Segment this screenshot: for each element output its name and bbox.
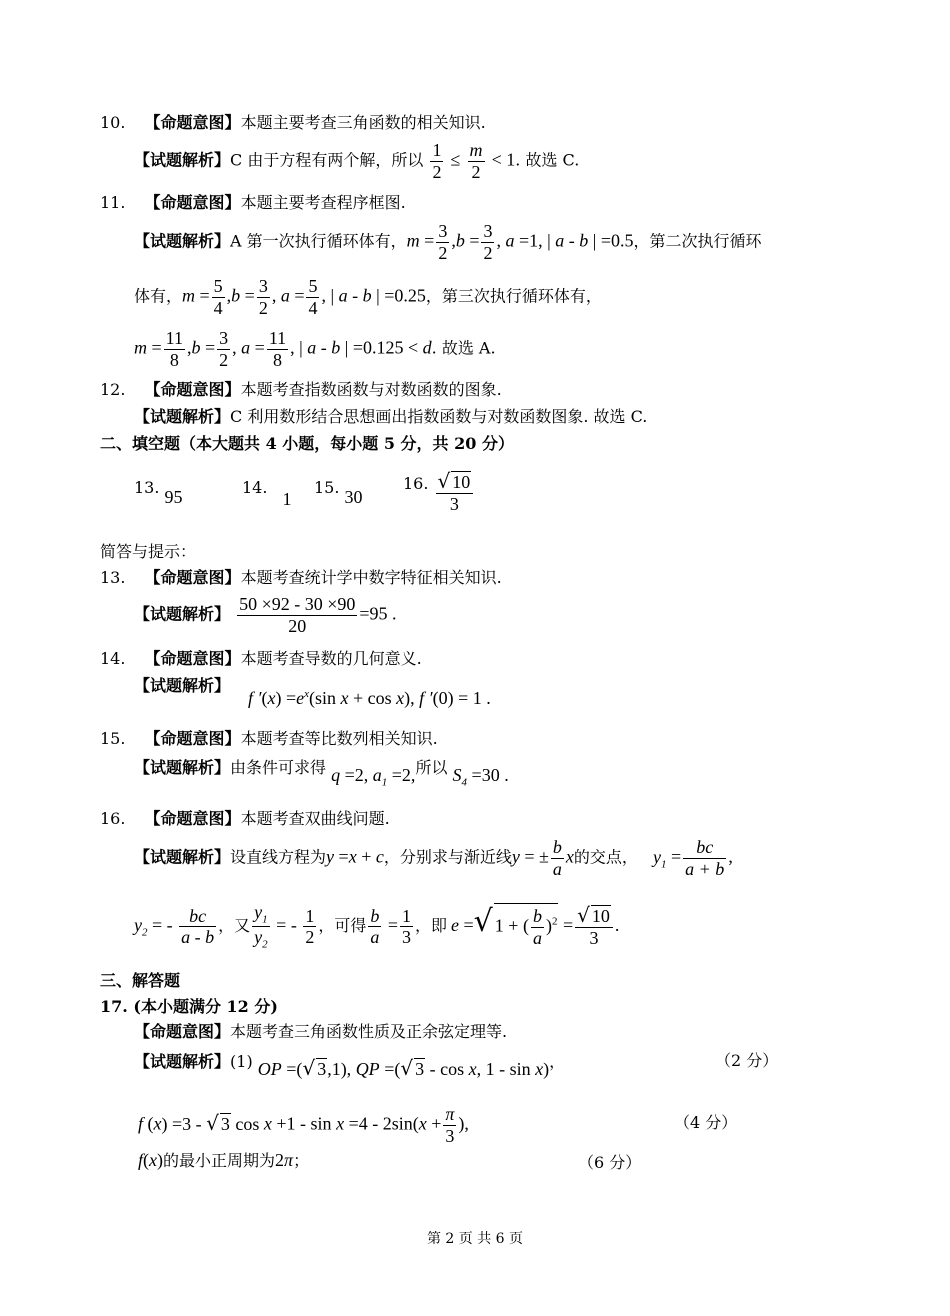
q16-analysis-label: 【试题解析】: [134, 847, 231, 867]
q12-intent-text: 本题考查指数函数与对数函数的图象.: [240, 380, 502, 399]
q17-intent-label: 【命题意图】: [134, 1022, 231, 1041]
q14-analysis-label: 【试题解析】: [134, 676, 231, 695]
fill-15-num: 15.: [314, 478, 340, 497]
q15-analysis-mid: 所以: [415, 758, 448, 777]
q11-intent-label: 【命题意图】: [144, 193, 241, 212]
q16-line2-t2: ，可得: [318, 916, 367, 936]
q15-analysis-label: 【试题解析】: [134, 758, 231, 777]
fill-answer-13: [134, 477, 183, 507]
section2-title: 二、填空题（本大题共 4 小题，每小题 5 分，共 20 分）: [100, 434, 514, 453]
q11-analysis-line3: m = $\frac{11}{8}$ ,b = $\frac{3}{2}$ , a = $\frac{11}{8}$ , | a - b | =0.125 < d. 故选 A.: [134, 328, 496, 370]
q11-analysis-line2: 体有，m = $\frac{5}{4}$ ,b = $\frac{3}{2}$ , a = $\frac{5}{4}$ , | a - b | =0.25，第三次执行循环体有，: [134, 276, 602, 318]
q10-analysis-line: 【试题解析】C 由于方程有两个解，所以 $\frac{1}{2}$ ≤ $\frac{m}{2}$ < 1. 故选 C.: [134, 140, 580, 182]
q17-analysis-line1: 【试题解析】(1) OP =(√ 3,1), QP =(√ 3 - cos x, 1 - sin x)，: [134, 1052, 566, 1080]
q17-score1: （2 分）: [715, 1051, 779, 1070]
q15-intent-label: 【命题意图】: [144, 729, 241, 748]
q11-intent-text: 本题主要考查程序框图.: [240, 193, 406, 212]
q17-score2: （4 分）: [674, 1113, 738, 1132]
q11-line2-pre: 体有，: [134, 286, 183, 306]
q15-analysis-line: 【试题解析】由条件可求得 q =2, $a_1 =2$,所以 $S_4 =30$ .: [134, 758, 509, 789]
q12-intent-line: [100, 380, 502, 399]
q16-intent-text: 本题考查双曲线问题.: [240, 809, 390, 828]
q12-analysis-label: 【试题解析】: [134, 407, 231, 426]
fill-14-value: 1: [282, 489, 292, 509]
section3-title: 三、解答题: [100, 971, 181, 990]
q17-intent-line: [134, 1022, 507, 1041]
q17-period-text: 的最小正周期为: [163, 1151, 276, 1170]
q14-intent-text: 本题考查导数的几何意义.: [240, 649, 422, 668]
q17-title: 17. (本小题满分 12 分): [100, 997, 278, 1016]
fill-answer-16: 16. $\frac{√ 10}{3}$: [403, 470, 475, 515]
q13-intent-label: 【命题意图】: [144, 568, 241, 587]
q16-intent-line: [100, 809, 390, 828]
hints-title: 简答与提示：: [100, 542, 197, 561]
q13-intent-text: 本题考查统计学中数字特征相关知识.: [240, 568, 502, 587]
q11-line3-post: . 故选 A.: [431, 338, 496, 358]
q12-analysis-text: C 利用数形结合思想画出指数函数与对数函数图象. 故选 C.: [230, 407, 648, 426]
fill-13-num: 13.: [134, 478, 160, 497]
q11-number: 11.: [100, 193, 126, 212]
q10-intent-label: 【命题意图】: [144, 113, 241, 132]
q17-part1: (1): [230, 1052, 253, 1071]
q11-line1-post: ，第二次执行循环: [633, 231, 762, 251]
q13-analysis-label: 【试题解析】: [134, 604, 231, 624]
q17-period-line: f(x)的最小正周期为2π；: [138, 1150, 310, 1170]
fill-13-value: 95: [164, 487, 183, 507]
fill-15-value: 30: [344, 487, 363, 507]
q11-analysis-line1: 【试题解析】A 第一次执行循环体有，m = $\frac{3}{2}$ ,b = $\frac{3}{2}$ , a =1, | a - b | =0.5，第二次执行循环: [134, 221, 762, 263]
q12-analysis-line: [134, 407, 647, 426]
q12-intent-label: 【命题意图】: [144, 380, 241, 399]
q10-analysis-pre: C 由于方程有两个解，所以: [230, 150, 424, 170]
q10-analysis-label: 【试题解析】: [134, 150, 231, 170]
q15-intent-text: 本题考查等比数列相关知识.: [240, 729, 438, 748]
q16-analysis-mid: ，分别求与渐近线: [383, 847, 512, 867]
q12-number: 12.: [100, 380, 126, 399]
q16-intent-label: 【命题意图】: [144, 809, 241, 828]
q16-line2-t1: ，又: [218, 916, 251, 936]
q16-line2-t3: ，即: [415, 916, 448, 936]
fill-14-num: 14.: [242, 478, 268, 497]
q16-analysis-post: 的交点，: [573, 847, 638, 867]
fill-answer-14: [242, 477, 292, 509]
q10-intent-text: 本题主要考查三角函数的相关知识.: [240, 113, 486, 132]
q11-line2-post: ，第三次执行循环体有，: [425, 286, 602, 306]
fill-answer-15: [314, 477, 363, 507]
q11-line1-pre: A 第一次执行循环体有，: [230, 231, 407, 251]
q15-intent-line: [100, 729, 438, 748]
q10-analysis-post: . 故选 C.: [515, 150, 580, 170]
q14-analysis-label-line: [134, 676, 230, 695]
q17-formula2: f (x) =3 - √ 3 cos x +1 - sin x =4 - 2sin(x + $\frac{\pi}{3}$ ),: [138, 1104, 469, 1146]
fill-16-num: 16.: [403, 473, 429, 493]
q13-number: 13.: [100, 568, 126, 587]
q13-analysis-line: 【试题解析】 $\frac{50 \times 92 - 30 \times 90}{20}$ =95 .: [134, 594, 397, 636]
q10-number: 10.: [100, 113, 126, 132]
q17-intent-text: 本题考查三角函数性质及正余弦定理等.: [230, 1022, 508, 1041]
q14-intent-label: 【命题意图】: [144, 649, 241, 668]
q13-intent-line: [100, 568, 502, 587]
q17-score3: （6 分）: [578, 1153, 642, 1172]
q15-analysis-pre: 由条件可求得: [230, 758, 327, 777]
q14-formula: f $'(x) =e^x(\sin$ x + cos x), f ′(0) = 1 .: [248, 688, 491, 708]
q17-analysis-label: 【试题解析】: [134, 1052, 231, 1071]
page-footer: 第 2 页 共 6 页: [426, 1231, 524, 1247]
q10-frac-m-half: $\frac{m}{2}$: [469, 140, 483, 182]
q15-number: 15.: [100, 729, 126, 748]
q11-intent-line: [100, 193, 406, 212]
q16-analysis-line2: $y_2$ = - $\frac{bc}{a - b}$ ，又 $\frac{y_1}{y_2}$ = - $\frac{1}{2}$ ，可得 $\frac{b}{a}$ = $\frac{1}{3}$ ，即 e =√ 1 + ( $\frac{b}{a}$ )$^2$ = $\frac{√ 10}{3}$ .: [134, 902, 620, 951]
q10-frac-half: $\frac{1}{2}$: [432, 140, 442, 182]
q16-analysis-line1: 【试题解析】设直线方程为y =x + c，分别求与渐近线y = ± $\frac{b}{a}$ x的交点， $y_1$ = $\frac{bc}{a + b}$ ,: [134, 837, 733, 879]
q11-analysis-label: 【试题解析】: [134, 231, 231, 251]
q14-number: 14.: [100, 649, 126, 668]
q14-intent-line: [100, 649, 422, 668]
q16-analysis-pre: 设直线方程为: [230, 847, 327, 867]
q16-number: 16.: [100, 809, 126, 828]
q10-intent-line: [100, 113, 486, 132]
